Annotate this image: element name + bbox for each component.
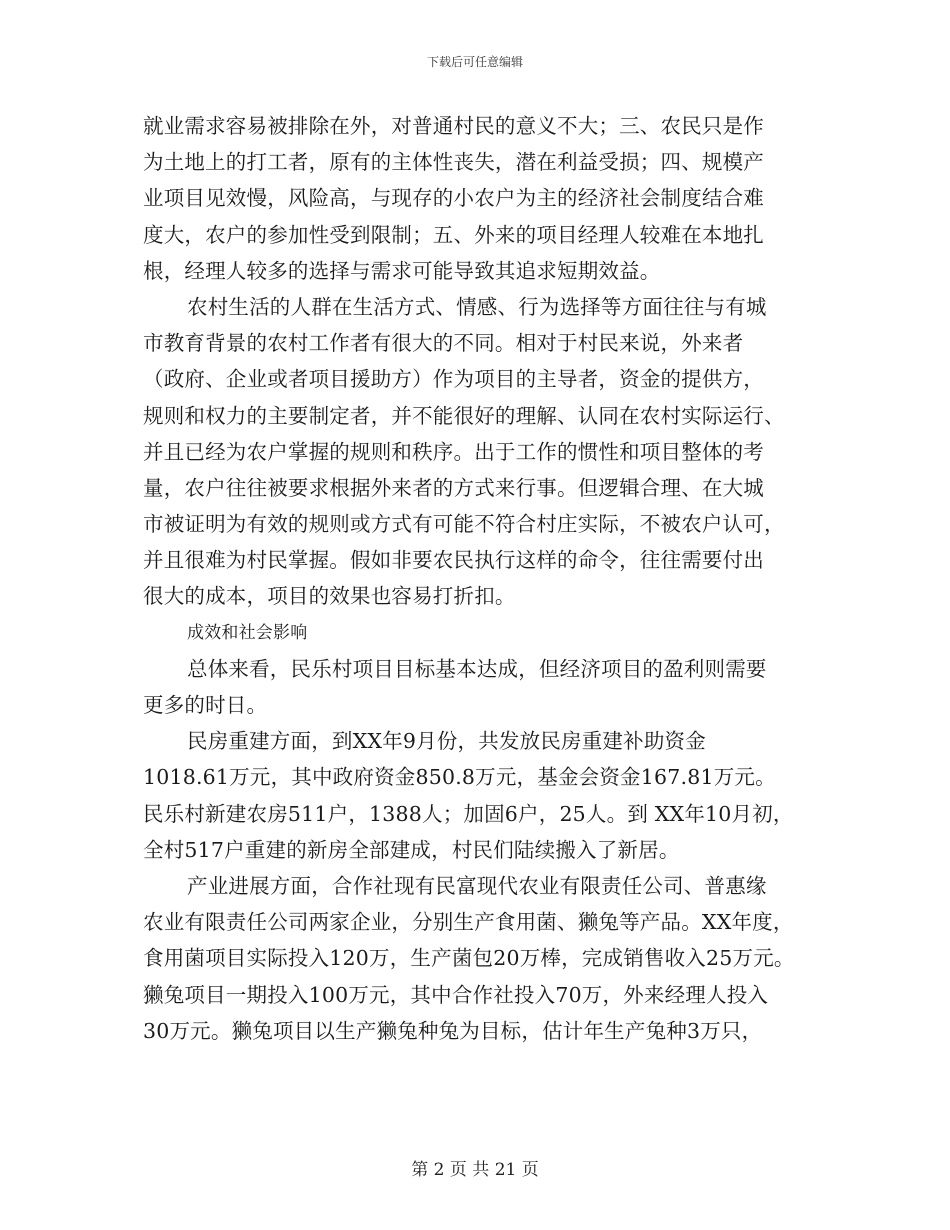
paragraph-first-line: 民房重建方面，到XX年9月份，共发放民房重建补助资金 — [187, 729, 706, 754]
text-line: 为土地上的打工者，原有的主体性丧失，潜在利益受损；四、规模产 — [143, 150, 764, 175]
text-line: 量，农户往往被要求根据外来者的方式来行事。但逻辑合理、在大城 — [143, 475, 764, 500]
text-line: 30万元。獭兔项目以生产獭兔种兔为目标，估计年生产兔种3万只， — [143, 1018, 763, 1043]
text-line: （政府、企业或者项目援助方）作为项目的主导者，资金的提供方， — [143, 367, 764, 392]
paragraph-first-line: 农村生活的人群在生活方式、情感、行为选择等方面往往与有城 — [187, 294, 767, 319]
text-line: 度大，农户的参加性受到限制；五、外来的项目经理人较难在本地扎 — [143, 222, 764, 247]
text-line: 根，经理人较多的选择与需求可能导致其追求短期效益。 — [143, 258, 661, 283]
text-line: 更多的时日。 — [143, 693, 268, 717]
text-line: 规则和权力的主要制定者，并不能很好的理解、认同在农村实际运行、 — [143, 403, 785, 428]
text-line: 民乐村新建农房511户，1388人；加固6户，25人。到 XX年10月初， — [143, 801, 794, 826]
paragraph-first-line: 产业进展方面，合作社现有民富现代农业有限责任公司、普惠缘 — [187, 873, 767, 898]
text-line: 食用菌项目实际投入120万，生产菌包20万棒，完成销售收入25万元。 — [143, 946, 795, 971]
section-heading: 成效和社会影响 — [187, 622, 308, 643]
page-footer: 第 2 页 共 21 页 — [411, 1160, 539, 1180]
paragraph-first-line: 总体来看，民乐村项目目标基本达成，但经济项目的盈利则需要 — [187, 656, 767, 681]
text-line: 并且很难为村民掌握。假如非要农民执行这样的命令，往往需要付出 — [143, 548, 764, 573]
text-line: 全村517户重建的新房全部建成，村民们陆续搬入了新居。 — [143, 837, 680, 862]
text-line: 市教育背景的农村工作者有很大的不同。相对于村民来说，外来者 — [143, 331, 744, 356]
text-line: 市被证明为有效的规则或方式有可能不符合村庄实际，不被农户认可， — [143, 512, 785, 537]
text-line: 1018.61万元，其中政府资金850.8万元，基金会资金167.81万元。 — [143, 765, 776, 790]
text-line: 很大的成本，项目的效果也容易打折扣。 — [143, 584, 516, 609]
text-line: 业项目见效慢，风险高，与现存的小农户为主的经济社会制度结合难 — [143, 186, 764, 211]
document-body — [143, 108, 833, 1049]
text-line: 就业需求容易被排除在外，对普通村民的意义不大；三、农民只是作 — [143, 114, 764, 138]
text-line: 并且已经为农户掌握的规则和秩序。出于工作的惯性和项目整体的考 — [143, 439, 764, 464]
text-line: 农业有限责任公司两家企业，分别生产食用菌、獭兔等产品。XX年度， — [143, 910, 794, 935]
page-header: 下载后可任意编辑 — [426, 55, 523, 69]
text-line: 獭兔项目一期投入100万元，其中合作社投入70万，外来经理人投入 — [143, 982, 769, 1007]
